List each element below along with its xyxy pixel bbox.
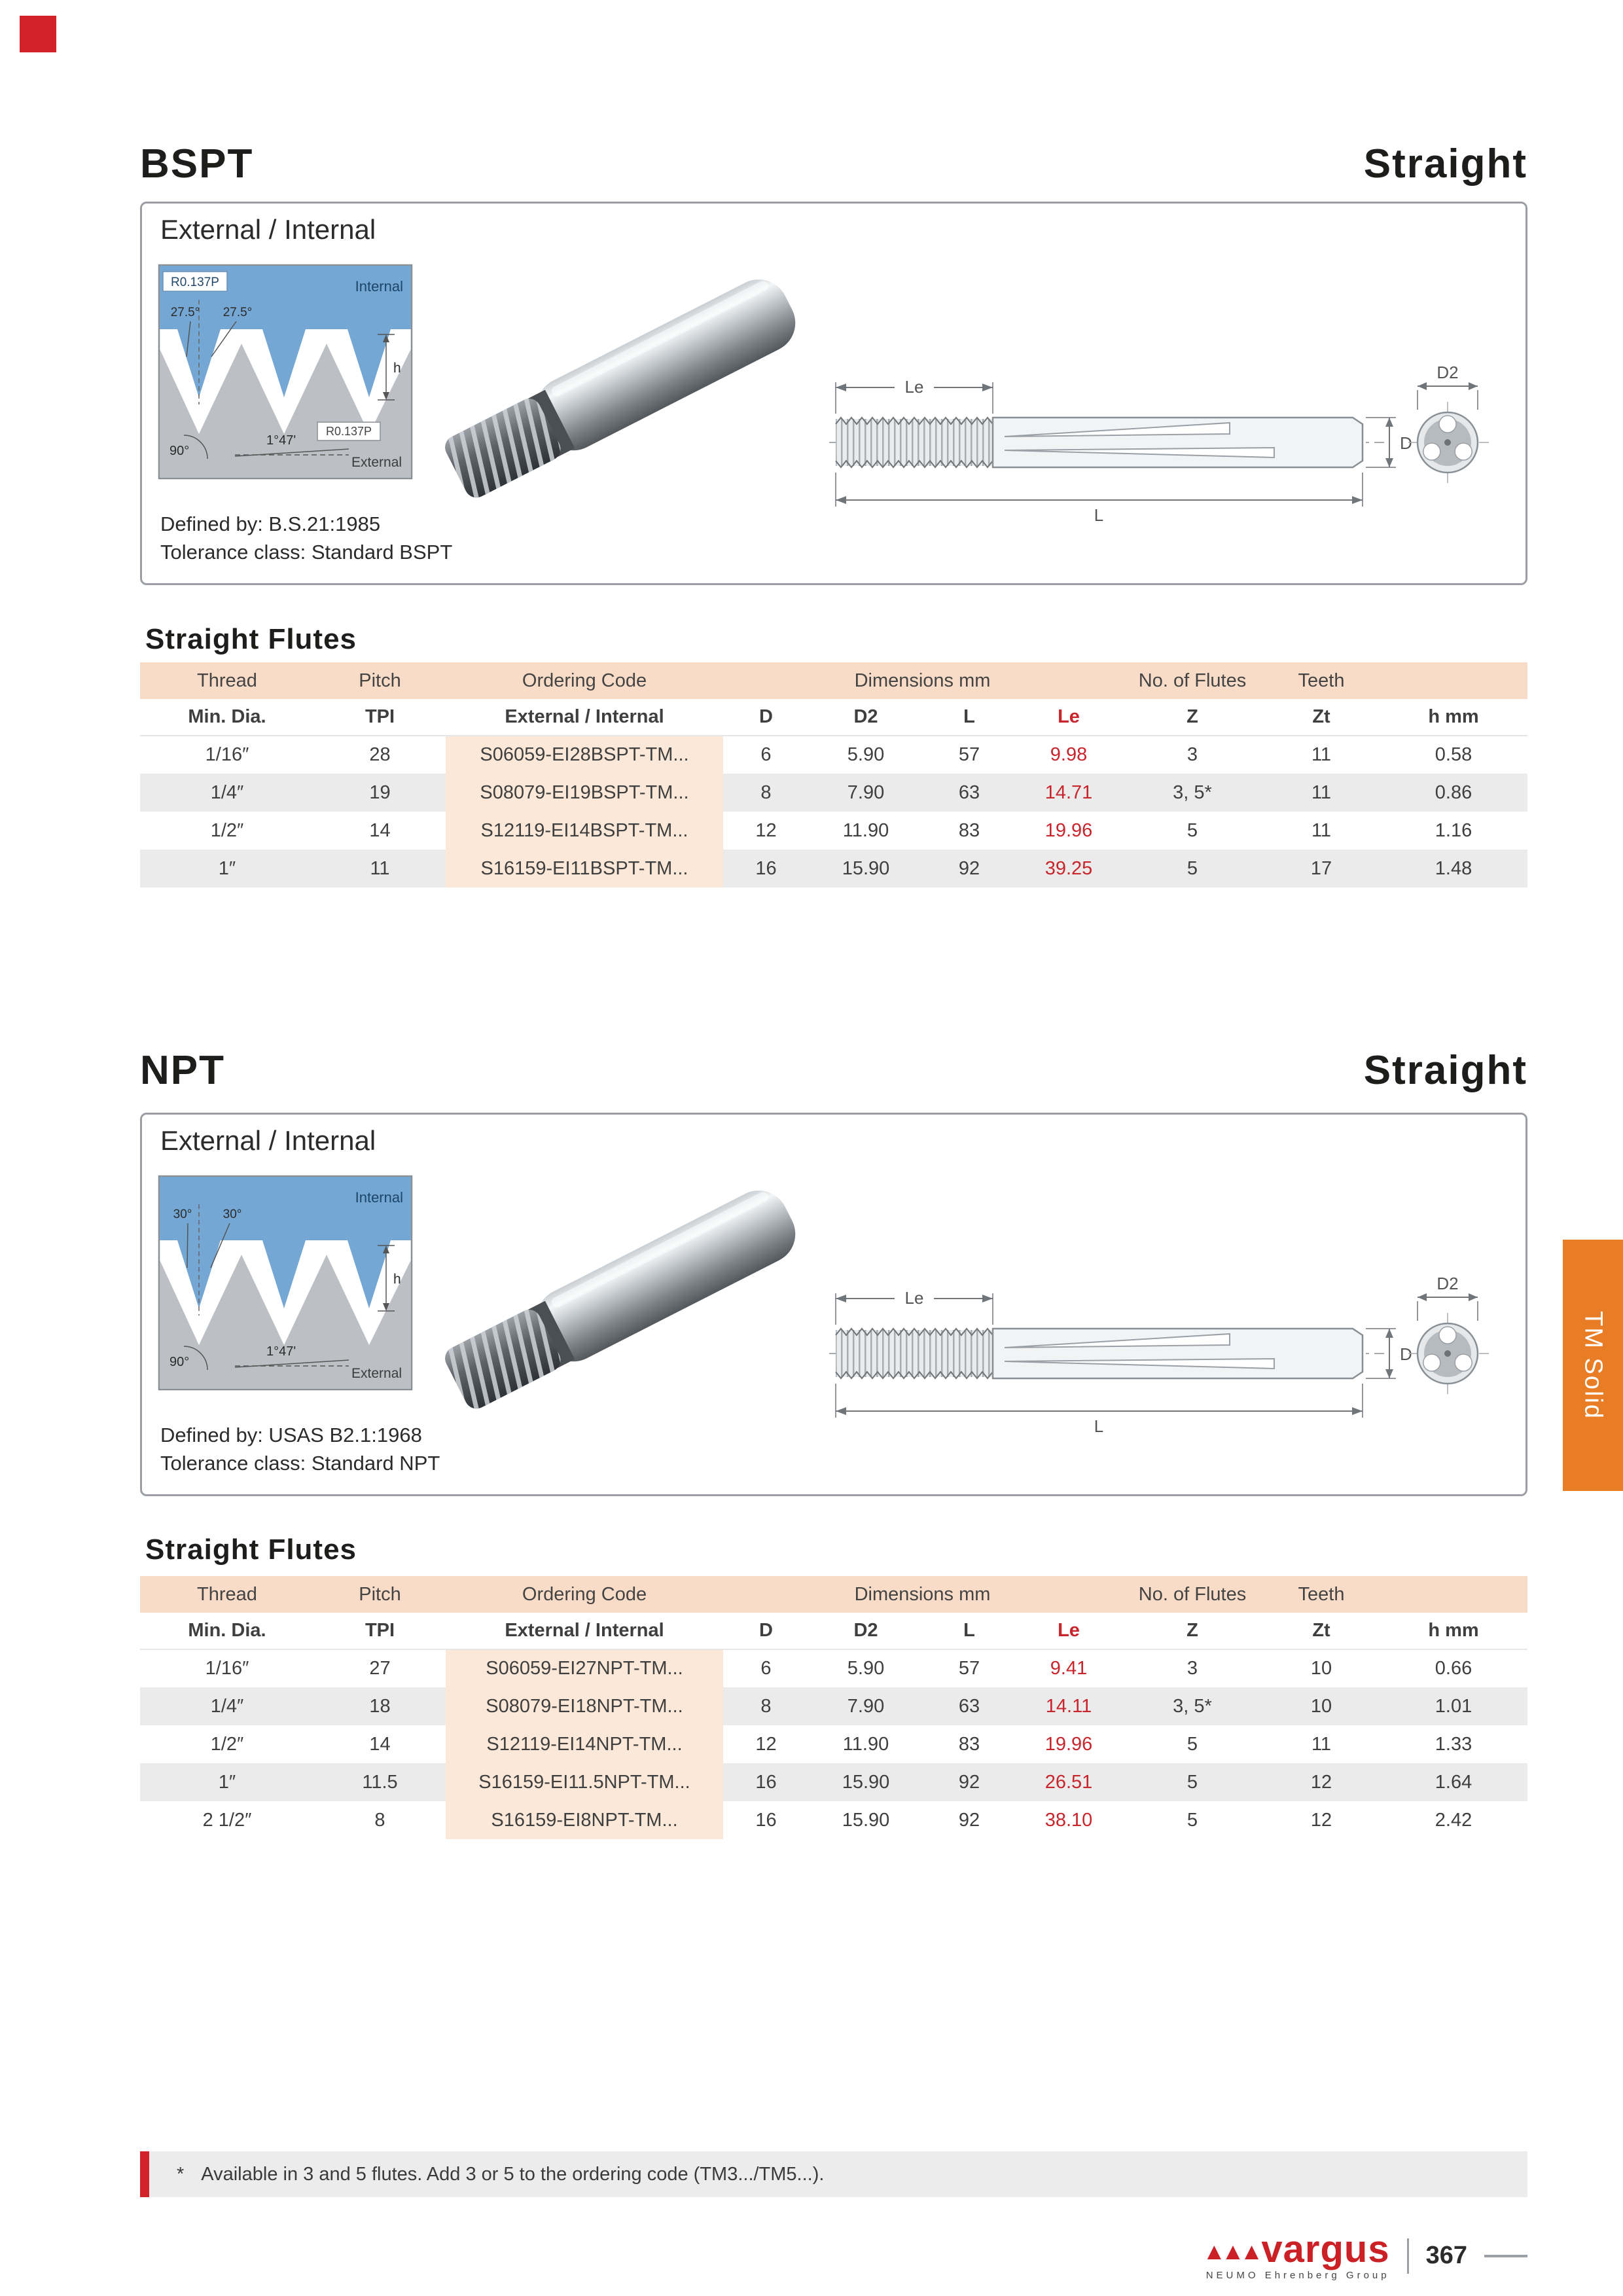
table-cell: 1/4″ (210, 781, 244, 803)
col-header-hmm: h mm (1380, 699, 1527, 736)
table-cell: 1/2″ (210, 819, 244, 841)
table-cell: 6 (760, 744, 772, 765)
table-cell: 19.96 (1044, 1733, 1093, 1755)
col-header-l: L (923, 1613, 1016, 1649)
table-cell: 5.90 (847, 744, 885, 765)
table-cell: 5 (1186, 1809, 1198, 1831)
npt-box-title: External / Internal (160, 1125, 376, 1156)
group-header-teeth: Teeth (1263, 1576, 1380, 1613)
table-cell: 12 (1310, 1809, 1332, 1831)
table-cell: 1″ (218, 857, 236, 879)
npt-angle-left-label: 30° (173, 1208, 192, 1221)
col-header-d2: D2 (809, 699, 923, 736)
bspt-tool-photo (437, 256, 842, 531)
table-cell: 16 (755, 857, 777, 879)
bspt-technical-drawing (829, 351, 1503, 528)
bspt-thread-profile-diagram (158, 264, 413, 480)
table-row (140, 1801, 1527, 1839)
npt-standard-info (160, 1421, 440, 1478)
col-header-tpi: TPI (314, 1613, 446, 1649)
table-cell: 1/16″ (205, 744, 249, 765)
col-header-tpi: TPI (314, 699, 446, 736)
table-cell: 11.5 (362, 1771, 398, 1793)
brand-name: vargus (1261, 2228, 1390, 2270)
group-header-ordering-code: Ordering Code (446, 1576, 723, 1613)
table-row (140, 1763, 1527, 1801)
table-cell: 18 (369, 1695, 391, 1717)
bspt-info-box (140, 202, 1527, 585)
table-cell: 9.41 (1050, 1658, 1088, 1679)
bspt-group-header-row (140, 662, 1527, 699)
bspt-d2-dimension-label: D2 (1436, 363, 1459, 382)
npt-section-title: NPT (140, 1048, 225, 1093)
npt-style-label: Straight (1363, 1048, 1527, 1093)
table-cell: 5 (1186, 1771, 1198, 1793)
bspt-height-label: h (393, 361, 401, 376)
table-cell: 39.25 (1044, 857, 1093, 879)
table-row (140, 850, 1527, 888)
table-cell: 28 (369, 744, 391, 765)
table-cell: 2 1/2″ (202, 1809, 252, 1831)
npt-defined-by: Defined by: USAS B2.1:1968 (160, 1424, 422, 1446)
group-header-flutes: No. of Flutes (1122, 1576, 1263, 1613)
table-row (140, 1725, 1527, 1763)
table-cell: S16159-EI11.5NPT-TM... (446, 1763, 723, 1801)
group-header-ordering-code: Ordering Code (446, 662, 723, 699)
table-row (140, 1649, 1527, 1687)
npt-d2-dimension-label: D2 (1436, 1274, 1459, 1293)
table-cell: 17 (1310, 857, 1332, 879)
table-cell: 12 (755, 1733, 777, 1755)
table-cell: 14.71 (1044, 781, 1093, 803)
table-cell: 14 (369, 819, 391, 841)
table-cell: 8 (760, 1695, 772, 1717)
npt-taper-angle-label: 1°47' (266, 1344, 296, 1359)
side-tab-tm-solid: TM Solid (1563, 1240, 1623, 1491)
table-cell: 38.10 (1044, 1809, 1093, 1831)
group-header-thread: Thread (140, 1576, 314, 1613)
npt-tool-photo (437, 1167, 842, 1442)
corner-red-square (20, 16, 56, 52)
table-cell: 14.11 (1045, 1695, 1092, 1717)
col-header-le: Le (1016, 1613, 1122, 1649)
footnote-text: Available in 3 and 5 flutes. Add 3 or 5 to the ordering code (TM3.../TM5...). (201, 2163, 825, 2185)
table-cell: 5 (1186, 1733, 1198, 1755)
npt-title-row (140, 1047, 1527, 1094)
table-cell: 7.90 (847, 1695, 885, 1717)
npt-right-angle-label: 90° (169, 1355, 190, 1369)
group-header-pitch: Pitch (314, 1576, 446, 1613)
table-cell: S06059-EI27NPT-TM... (446, 1649, 723, 1687)
group-header-empty (1380, 1576, 1527, 1613)
table-cell: 0.66 (1435, 1658, 1472, 1679)
bspt-angle-left-label: 27.5° (170, 306, 200, 319)
vargus-triangles-icon: ▲▲▲ (1202, 2238, 1259, 2265)
table-cell: 11 (1311, 1733, 1332, 1755)
table-cell: 63 (958, 781, 980, 803)
bspt-tolerance-class: Tolerance class: Standard BSPT (160, 541, 453, 564)
bspt-taper-angle-label: 1°47' (266, 433, 296, 448)
col-header-d: D (723, 699, 809, 736)
table-row (140, 812, 1527, 850)
bspt-section-title: BSPT (140, 141, 254, 187)
col-header-hmm: h mm (1380, 1613, 1527, 1649)
table-cell: 92 (958, 1771, 980, 1793)
table-cell: 5 (1186, 857, 1198, 879)
table-cell: 8 (760, 781, 772, 803)
col-header-z: Z (1122, 699, 1263, 736)
table-cell: 11 (370, 857, 390, 879)
npt-info-box (140, 1113, 1527, 1496)
npt-internal-label: Internal (355, 1189, 403, 1206)
group-header-dimensions: Dimensions mm (723, 662, 1122, 699)
col-header-zt: Zt (1263, 699, 1380, 736)
page-number: 367 (1425, 2242, 1467, 2269)
bspt-box-title: External / Internal (160, 214, 376, 245)
table-cell: 1″ (218, 1771, 236, 1793)
table-row (140, 736, 1527, 774)
npt-d-dimension-label: D (1400, 1344, 1412, 1364)
table-cell: S08079-EI19BSPT-TM... (446, 774, 723, 812)
bspt-angle-right-label: 27.5° (223, 306, 253, 319)
bspt-defined-by: Defined by: B.S.21:1985 (160, 512, 381, 535)
col-header-d2: D2 (809, 1613, 923, 1649)
table-cell: 11 (1311, 744, 1332, 765)
group-header-teeth: Teeth (1263, 662, 1380, 699)
col-header-le: Le (1016, 699, 1122, 736)
page-footer (1202, 2228, 1527, 2281)
footnote-bar (140, 2151, 1527, 2197)
table-cell: 8 (374, 1809, 385, 1831)
table-cell: 57 (958, 744, 980, 765)
table-cell: 83 (958, 819, 980, 841)
table-cell: S12119-EI14BSPT-TM... (446, 812, 723, 850)
bspt-root-radius-label: R0.137P (325, 425, 372, 438)
npt-flutes-heading: Straight Flutes (145, 1534, 357, 1566)
table-cell: 0.58 (1435, 744, 1472, 765)
table-cell: 16 (755, 1771, 777, 1793)
table-cell: 3 (1186, 1658, 1198, 1679)
table-cell: 1.64 (1435, 1771, 1472, 1793)
table-row (140, 1687, 1527, 1725)
table-cell: 1/2″ (210, 1733, 244, 1755)
bspt-crest-radius-label: R0.137P (171, 276, 219, 289)
table-cell: S16159-EI8NPT-TM... (446, 1801, 723, 1839)
npt-external-label: External (351, 1366, 402, 1381)
table-cell: 1.16 (1435, 819, 1472, 841)
table-cell: 5 (1186, 819, 1198, 841)
table-cell: 15.90 (842, 1771, 890, 1793)
table-cell: 1.48 (1435, 857, 1472, 879)
col-header-l: L (923, 699, 1016, 736)
brand-logo (1202, 2228, 1390, 2281)
group-header-flutes: No. of Flutes (1122, 662, 1263, 699)
table-cell: 1/16″ (205, 1658, 249, 1679)
table-cell: 19 (369, 781, 391, 803)
bspt-internal-label: Internal (355, 278, 403, 295)
col-header-ext-int: External / Internal (446, 699, 723, 736)
table-cell: 1.01 (1435, 1695, 1472, 1717)
npt-thread-profile-diagram (158, 1175, 413, 1391)
table-cell: 1.33 (1435, 1733, 1472, 1755)
table-cell: S08079-EI18NPT-TM... (446, 1687, 723, 1725)
group-header-pitch: Pitch (314, 662, 446, 699)
col-header-ext-int: External / Internal (446, 1613, 723, 1649)
bspt-d-dimension-label: D (1400, 433, 1412, 453)
col-header-zt: Zt (1263, 1613, 1380, 1649)
table-cell: 12 (1310, 1771, 1332, 1793)
bspt-flutes-heading: Straight Flutes (145, 623, 357, 655)
table-cell: S12119-EI14NPT-TM... (446, 1725, 723, 1763)
table-cell: 83 (958, 1733, 980, 1755)
bspt-right-angle-label: 90° (169, 444, 190, 458)
bspt-standard-info (160, 510, 452, 567)
footnote-asterisk: * (177, 2163, 185, 2185)
table-cell: 7.90 (847, 781, 885, 803)
bspt-style-label: Straight (1363, 141, 1527, 187)
npt-technical-drawing (829, 1262, 1503, 1439)
col-header-d: D (723, 1613, 809, 1649)
table-cell: 14 (369, 1733, 391, 1755)
table-cell: 3 (1186, 744, 1198, 765)
table-cell: S06059-EI28BSPT-TM... (446, 736, 723, 774)
table-cell: 16 (755, 1809, 777, 1831)
table-cell: 27 (369, 1658, 391, 1679)
footer-rule (1484, 2255, 1527, 2257)
table-row (140, 774, 1527, 812)
table-cell: 57 (958, 1658, 980, 1679)
group-header-empty (1380, 662, 1527, 699)
col-header-min-dia: Min. Dia. (140, 699, 314, 736)
col-header-z: Z (1122, 1613, 1263, 1649)
brand-subtext: NEUMO Ehrenberg Group (1205, 2270, 1390, 2281)
table-cell: 10 (1310, 1695, 1332, 1717)
npt-l-dimension-label: L (1094, 1416, 1104, 1436)
npt-column-header-row (140, 1613, 1527, 1649)
col-header-min-dia: Min. Dia. (140, 1613, 314, 1649)
table-cell: 15.90 (842, 1809, 890, 1831)
table-cell: 11.90 (842, 1733, 889, 1755)
table-cell: 0.86 (1435, 781, 1472, 803)
group-header-thread: Thread (140, 662, 314, 699)
table-cell: 9.98 (1050, 744, 1088, 765)
table-cell: 1/4″ (210, 1695, 244, 1717)
bspt-le-dimension-label: Le (904, 377, 924, 397)
table-cell: 26.51 (1044, 1771, 1093, 1793)
npt-height-label: h (393, 1272, 401, 1287)
table-cell: 10 (1310, 1658, 1332, 1679)
table-cell: 11.90 (842, 819, 889, 841)
footer-divider (1407, 2238, 1409, 2274)
npt-tolerance-class: Tolerance class: Standard NPT (160, 1452, 440, 1475)
table-cell: 2.42 (1435, 1809, 1472, 1831)
table-cell: 92 (958, 857, 980, 879)
npt-angle-right-label: 30° (223, 1208, 242, 1221)
table-cell: 5.90 (847, 1658, 885, 1679)
bspt-table (140, 662, 1527, 888)
group-header-dimensions: Dimensions mm (723, 1576, 1122, 1613)
table-cell: 19.96 (1044, 819, 1093, 841)
table-cell: 11 (1311, 819, 1332, 841)
bspt-external-label: External (351, 455, 402, 470)
table-cell: 15.90 (842, 857, 890, 879)
table-cell: 11 (1311, 781, 1332, 803)
bspt-column-header-row (140, 699, 1527, 736)
table-cell: 3, 5* (1173, 1695, 1212, 1717)
table-cell: 12 (755, 819, 777, 841)
bspt-title-row (140, 141, 1527, 187)
table-cell: 92 (958, 1809, 980, 1831)
table-cell: S16159-EI11BSPT-TM... (446, 850, 723, 888)
npt-le-dimension-label: Le (904, 1288, 924, 1308)
table-cell: 6 (760, 1658, 772, 1679)
npt-group-header-row (140, 1576, 1527, 1613)
npt-table (140, 1576, 1527, 1839)
table-cell: 3, 5* (1173, 781, 1212, 803)
table-cell: 63 (958, 1695, 980, 1717)
bspt-l-dimension-label: L (1094, 505, 1104, 525)
